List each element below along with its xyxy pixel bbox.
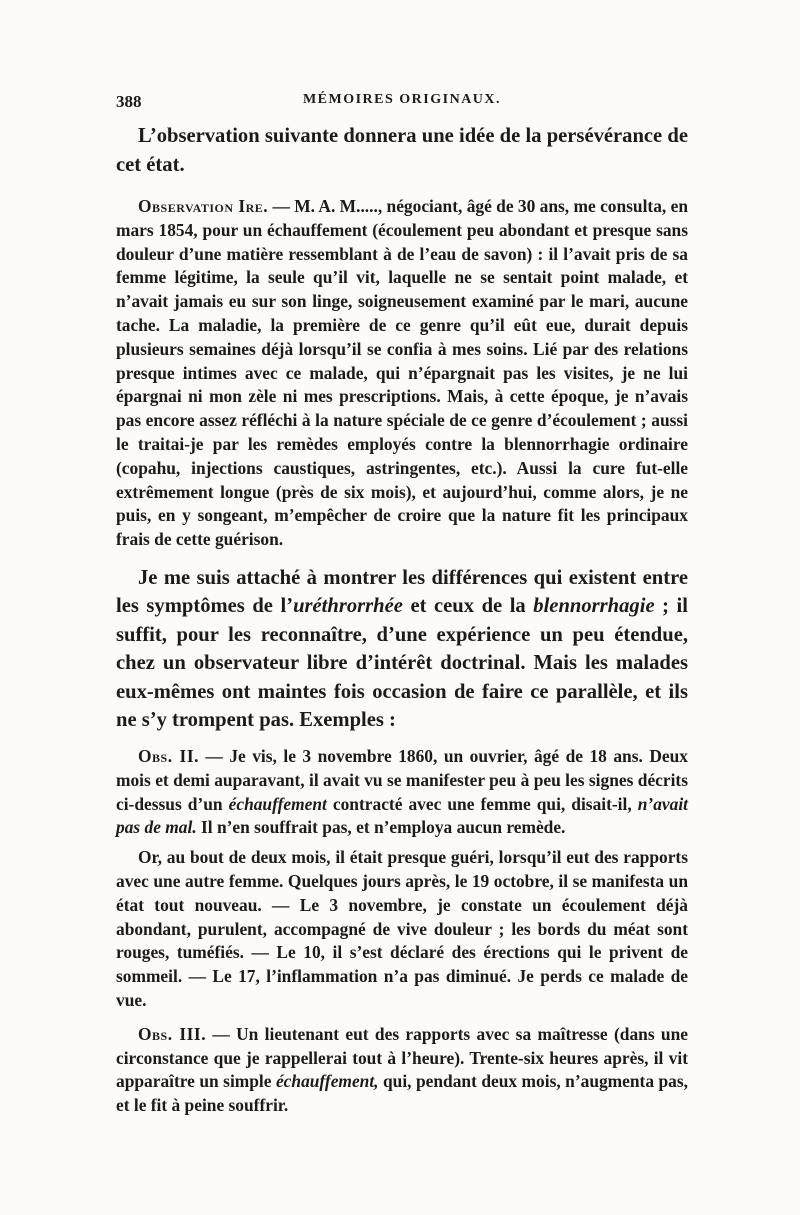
observation-2-continuation-text: Or, au bout de deux mois, il était presque guéri, lorsqu’il eut des rapports avec une autre femme. Quelques jours après, le 19 octobre, il se manifesta un état tout nouveau. — Le 3 novembre, je constate un écoulement déjà abondant, purulent, accompagné de vive douleur ; les bords du méat sont rouges, tuméfiés. — Le 10, il s’est déclaré des érections qui le privent de sommeil. — Le 17, l’inflammation n’a pas diminué. Je perds ce malade de vue. [116,847,688,1010]
observation-2-paragraph [116,745,688,840]
observation-1-paragraph [116,195,688,552]
observation-2-text-2: contracté avec une femme qui, disait-il, [326,793,638,814]
intro-text: L’observation suivante donnera une idée de la persévérance de cet état. [116,125,688,176]
term-urethrorrhee: uréthrorrhée [293,595,403,618]
page [116,92,688,1118]
term-echauffement-2: échauffement, [275,1071,379,1092]
comparison-text-2: et ceux de la [402,595,534,618]
term-blennorrhagie: blennorrhagie [533,595,655,618]
term-echauffement: échauffement [228,793,327,814]
comparison-text-3: ; il suffit, pour les reconnaître, d’une expérience un peu étendue, chez un observateur libre d’intérêt doctrinal. Mais les malades eux-mêmes ont maintes fois occasion de faire ce parallèle, et ils ne s’y trompent pas. Exemples : [116,595,688,732]
observation-2-continuation [116,846,688,1013]
page-number: 388 [116,92,142,111]
comparison-text-1: Je me suis attaché à montrer les différences qui existent entre les symptômes de l’ [116,566,688,618]
running-title: MÉMOIRES ORIGINAUX. [302,92,502,107]
observation-1-text: — M. A. M....., négociant, âgé de 30 ans, me consulta, en mars 1854, pour un échauffement (écoulement peu abondant et presque sans douleur d’une matière ressemblant à de l’eau de savon) : il l’avait pris de sa femme légitime, la seule qu’il vit, laquelle ne se sentait point malade, et n’avait jamais eu sur son linge, soigneusement examiné par le mari, aucune tache. La maladie, la première de ce genre qu’il eût eue, durait depuis plusieurs semaines déjà lorsqu’il se confia à mes soins. Lié par des relations presque intimes avec ce malade, qui n’épargnait pas les visites, je ne lui épargnai ni mon zèle ni mes prescriptions. Mais, à cette époque, je n’avais pas encore assez réfléchi à la nature spéciale de ce genre d’écoulement ; aussi le traitai-je par les remèdes employés contre la blennorrhagie ordinaire (copahu, injections caustiques, astringentes, etc.). Aussi la cure fut-elle extrêmement longue (près de six mois), et aujourd’hui, comme alors, je ne puis, en y songeant, m’empêcher de croire que la nature fit les principaux frais de cette guérison. [116,196,688,550]
observation-3-text-2: qui, pendant deux mois, n’augmenta pas, et le fit à peine souffrir. [116,1071,688,1116]
observation-3-paragraph [116,1023,688,1118]
observation-2-text-3: Il n’en souffrait pas, et n’employa aucun remède. [196,817,566,838]
comparison-paragraph [116,564,688,735]
observation-2-label: Obs. II. [138,745,199,766]
intro-paragraph [116,122,688,179]
page-header [116,92,688,122]
term-navait-pas-de-mal: n’avait pas de mal. [116,793,688,838]
observation-3-label: Obs. III. [138,1023,207,1044]
observation-3-text-1: — Un lieutenant eut des rapports avec sa maîtresse (dans une circonstance que je rappellerai tout à l’heure). Trente-six heures après, il vit apparaître un simple [116,1023,688,1092]
observation-1-label: Observation Ire. [138,196,269,216]
observation-2-text-1: — Je vis, le 3 novembre 1860, un ouvrier, âgé de 18 ans. Deux mois et demi auparavant, il avait vu se manifester peu à peu les signes décrits ci-dessus d’un [116,745,688,814]
